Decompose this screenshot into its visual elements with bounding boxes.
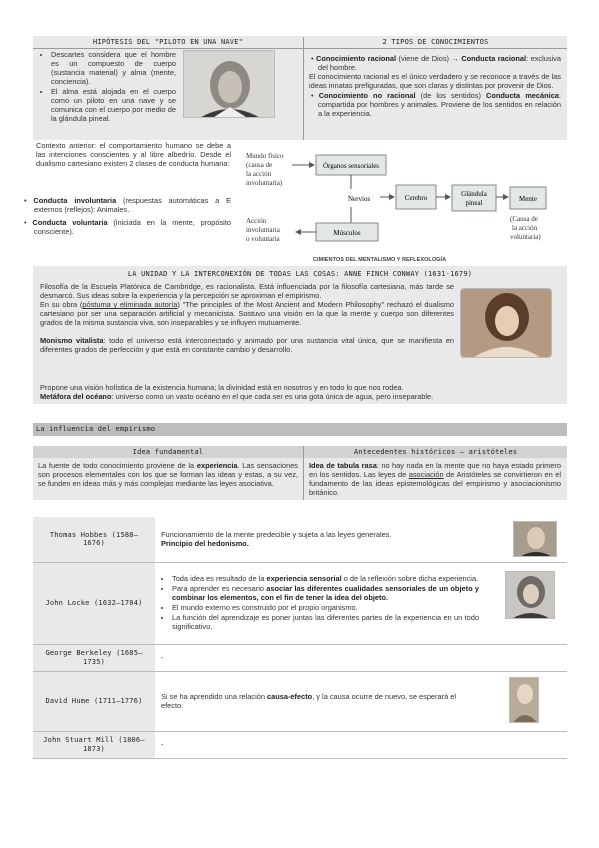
diagram-caption: CIMIENTOS DEL MENTALISMO Y REFLEXOLOGÍA (313, 257, 447, 263)
mentalismo-diagram (244, 149, 556, 261)
causa-efecto-bold: causa-efecto (267, 691, 313, 701)
berkeley-name: George Berkeley (1685–1735) (45, 648, 143, 666)
conducta-mecanica-label: Conducta mecánica (486, 91, 559, 101)
monismo-label: Monismo vitalista (40, 336, 104, 346)
racional-item: • Conocimiento racional (viene de Dios) → Conducta racional: exclusiva del hombre. (311, 54, 561, 73)
no-racional-item: • Conocimiento no racional (de los sentidos) Conducta mecánica: compartida por hombres y animales. Proviene de los sentidos en relación a la experiencia. (311, 91, 561, 119)
voluntaria-label: Conducta voluntaria (32, 218, 108, 228)
conway-p2-underline: póstuma y eliminada autoría (82, 300, 178, 310)
conway-monismo (40, 336, 454, 354)
table-row (33, 562, 567, 644)
conway-metafora (40, 392, 560, 401)
glandula-label-2: pineal (465, 199, 483, 207)
causa-label: (Causa de (510, 215, 538, 223)
mundo-fisico-label-4: involuntaria) (246, 179, 283, 187)
locke-b2-bold: asociar las diferentes cualidades sensoriales de un objeto y combinar los elementos, con el fin de tener la idea del objeto. (172, 583, 479, 602)
conway-p1: Filosofía de la Escuela Platónica de Cambridge, es racionalista. Está influenciada por la filosofía cartesiana, más tarde se desmarcó. Sus ideas sobre la experiencia y la percepción se aproximan el empirismo. (40, 282, 454, 301)
antecedentes-text (309, 461, 561, 497)
conway-title: LA UNIDAD Y LA INTERCONEXIÓN DE TODAS LAS COSAS: ANNE FINCH CONWAY (1631-1679) (127, 270, 473, 278)
glandula-label: Glándula (461, 190, 487, 198)
conway-portrait (460, 288, 552, 358)
conway-p2-start: En su obra ( (40, 300, 83, 310)
context-paragraph: Contexto anterior: el comportamiento humano se debe a las intenciones conscientes y al libre albedrío. Desde el dualismo cartesiano existen 2 clases de conducta humana: (36, 141, 231, 169)
table-row (33, 517, 567, 562)
philosopher-desc: - (155, 644, 567, 671)
piloto-title: HIPÓTESIS DEL "PILOTO EN UNA NAVE" (92, 38, 244, 46)
hobbes-name: Thomas Hobbes (1588–1676) (49, 530, 139, 548)
descartes-portrait-image (184, 51, 275, 118)
mente-label: Mente (519, 195, 537, 203)
experiencia-sensorial-bold: experiencia sensorial (266, 573, 342, 583)
idea-fundamental-title: Idea fundamental (132, 448, 204, 456)
conducta-racional-label: Conducta racional (461, 54, 527, 63)
nervios-label: Nervios (348, 195, 371, 203)
racional-mid: (viene de Dios) → (396, 54, 462, 63)
conway-p2-end: ) "The principles of the Most Ancient and Modern Philosophy" rechazó el dualismo cartesiano por ser una separación artificial y mecanicista. Sostuvo una visión en la que la mente y cuerpo son diferentes grados de la misma sustancia viva, son inseparables y se influyen mutuamente. (40, 300, 454, 328)
glandula-box (452, 185, 496, 211)
philosopher-name (33, 731, 155, 758)
locke-b1-end: o de la reflexión sobre dicha experiencia. (341, 573, 479, 583)
bullet-compuesto: • Descartes considera que el hombre es un compuesto de cuerpo (sustancia material) y alma (mente, conciencia). (51, 50, 176, 86)
no-racional-mid: (de los sentidos) (415, 91, 487, 101)
philosopher-desc (155, 517, 567, 562)
accion-label: Acción (246, 217, 267, 225)
idea-text-start: La fuente de todo conocimiento proviene de la (38, 461, 197, 470)
idea-fundamental-text (38, 461, 298, 488)
header-rule (33, 48, 567, 49)
causa-label-2: la acción (512, 224, 538, 232)
hume-portrait-image (510, 678, 539, 723)
conducta-voluntaria: • Conducta voluntaria (iniciada en la mente, propósito consciente). (24, 218, 231, 237)
no-racional-label: Conocimiento no racional (318, 91, 416, 101)
musculos-label: Músculos (333, 229, 361, 237)
locke-name: John Locke (1632–1704) (45, 598, 143, 607)
conocimientos-title: 2 TIPOS DE CONOCIMIENTOS (382, 38, 489, 46)
organos-label: Órganos sensoriales (322, 162, 380, 170)
mundo-fisico-label: Mundo físico (246, 152, 284, 160)
locke-portrait-image (506, 572, 555, 619)
philosopher-name (33, 671, 155, 731)
hobbes-portrait-image (514, 522, 557, 557)
locke-bullet-2 (172, 584, 479, 602)
descartes-portrait (183, 50, 275, 118)
conducta-involuntaria: • Conducta involuntaria (respuestas automáticas a E externos (reflejos): Animales. (24, 196, 231, 215)
metafora-label: Metáfora del océano (40, 392, 112, 402)
hedonismo-bold: Principio del hedonismo. (161, 539, 249, 549)
locke-bullet-3: • El mundo externo es construido por el propio organismo. (172, 603, 479, 612)
conway-text (40, 282, 454, 354)
racional-end: : exclusiva del hombre. (318, 54, 561, 73)
table-row (33, 644, 567, 671)
antecedentes-text-start: : no hay nada en la mente que no haya estado primero en los sentidos. Las leyes de (309, 461, 561, 480)
descartes-bullets (40, 50, 176, 124)
locke-b1-start: Toda idea es resultado de la (172, 573, 267, 583)
racional-label: Conocimiento racional (316, 54, 397, 63)
locke-portrait (505, 571, 555, 619)
mill-name: John Stuart Mill (1806–1873) (43, 735, 145, 753)
monismo-text: : todo el universo está interconectado y animado por una sustancia vital única, que se manifiesta en diferentes grados de perfección y que está en constante cambio y desarrollo. (40, 336, 455, 355)
conocimientos-text (309, 54, 561, 118)
antecedentes-title: Antecedentes históricos – aristóteles (353, 448, 518, 456)
no-racional-end: : compartida por hombres y animales. Proviene de los sentidos en relación a la experiencia. (318, 91, 561, 119)
philosopher-name (33, 562, 155, 644)
hume-text-end: , y la causa ocurre de nuevo, se esperará el efecto. (161, 691, 456, 710)
conway-p2 (40, 300, 454, 327)
conway-footer (40, 383, 560, 401)
mundo-fisico-label-3: la acción (246, 170, 272, 178)
involuntaria-label: Conducta involuntaria (33, 196, 117, 205)
locke-bullet-1 (172, 574, 479, 583)
hume-text-start: Si se ha aprendido una relación (161, 691, 268, 701)
conducta-list (20, 196, 231, 236)
causa-label-3: voluntaria) (510, 233, 541, 241)
racional-desc: El conocimiento racional es el único verdadero y se reconoce a través de las ideas innatas prefiguradas, que son claras y distintas por provenir de Dios. (309, 72, 561, 91)
hume-name: David Hume (1711–1776) (45, 696, 143, 705)
hobbes-text: Funcionamiento de la mente predecible y sujeta a las leyes generales. (161, 530, 392, 540)
asociacion-underline: asociación (408, 470, 444, 480)
empirismo-title: La influencia del empirismo (36, 425, 156, 433)
hume-portrait (509, 677, 539, 723)
philosopher-desc (155, 562, 567, 644)
cerebro-label: Cerebro (404, 194, 428, 202)
locke-b2-start: Para aprender es necesario (172, 583, 267, 593)
locke-bullet-4: • La función del aprendizaje es poner juntas las diferentes partes de la experiencia en un todo significativo. (172, 613, 479, 631)
philosopher-name (33, 517, 155, 562)
table-row (33, 731, 567, 758)
philosopher-name (33, 644, 155, 671)
voluntaria-text: (iniciada en la mente, propósito consciente). (34, 218, 231, 237)
metafora-text: : universo como un vasto océano en el que cada ser es una gota única de agua, pero inseparable. (111, 392, 434, 402)
mundo-fisico-label-2: (causa de (246, 161, 273, 169)
involuntaria-text: (respuestas automáticas a E externos (reflejos): Animales. (34, 196, 231, 215)
philosopher-desc (155, 671, 567, 731)
conway-portrait-image (461, 289, 552, 358)
philosophers-table (33, 517, 567, 759)
idea-text-end: . Las sensaciones son procesos elementales con los que se forman las ideas y estas, a su vez, se funden en ideas más y más complejas mediante las leyes asociativa. (38, 461, 299, 489)
section-divider (303, 37, 304, 140)
table-row (33, 671, 567, 731)
conway-p4: Propone una visión holística de la existencia humana; la divinidad está en nosotros y en todo lo que nos rodea. (40, 383, 404, 392)
tabula-rasa-label: Idea de tabula rasa (309, 461, 377, 470)
antecedentes-text-end: de Aristóteles se convirtieron en el fundamento de las ideas epistemológicas del empirismo y asociacionismo británico. (309, 470, 561, 498)
accion-label-2: involuntaria (246, 226, 280, 234)
hobbes-portrait (513, 521, 557, 557)
accion-label-3: o voluntaria (246, 235, 280, 243)
experiencia-bold: experiencia (196, 461, 238, 470)
bullet-alma: • El alma está alojada en el cuerpo como un piloto en una nave y se comunica con el cuerpo por medio de la glándula pineal. (51, 87, 176, 123)
philosopher-desc: - (155, 731, 567, 758)
